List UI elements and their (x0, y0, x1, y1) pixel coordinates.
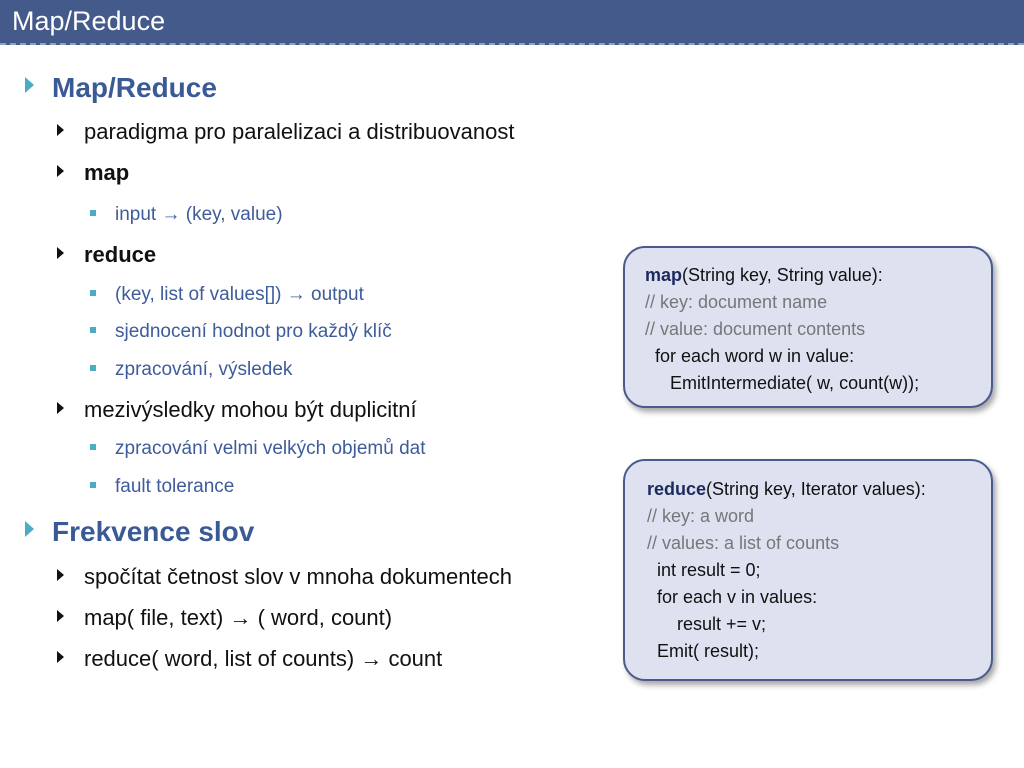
map-keyword: map (645, 265, 683, 285)
bullet-text: sjednocení hodnot pro každý klíč (115, 321, 392, 342)
bullet-text: Map/Reduce (52, 72, 217, 103)
triangle-bullet-icon (57, 651, 64, 663)
bullet-map-reduce (25, 72, 217, 104)
map-comment-value: // value: document contents (645, 319, 866, 339)
bullet-word-frequency (25, 516, 254, 548)
bullet-text: reduce( word, list of counts) → count (84, 646, 443, 671)
reduce-init-line: int result = 0; (647, 560, 761, 580)
reduce-comment-key: // key: a word (647, 506, 755, 526)
bullet-map-signature (57, 605, 392, 631)
bullet-intermediate (57, 397, 417, 423)
bullet-text: Frekvence slov (52, 516, 255, 547)
reduce-comment-values: // values: a list of counts (647, 533, 840, 553)
bullet-text: spočítat četnost slov v mnoha dokumentech (84, 564, 513, 589)
reduce-code-signature (647, 476, 991, 503)
reduce-loop-line: for each v in values: (647, 587, 818, 607)
bullet-fault-tolerance (90, 476, 234, 498)
bullet-text: input → (key, value) (115, 204, 283, 225)
bullet-reduce-input (90, 284, 364, 306)
bullet-text: paradigma pro paralelizaci a distribuovanost (84, 119, 515, 144)
map-loop-line: for each word w in value: (645, 346, 855, 366)
triangle-bullet-icon (57, 247, 64, 259)
bullet-text: fault tolerance (115, 476, 235, 497)
triangle-bullet-icon (57, 165, 64, 177)
square-bullet-icon (90, 365, 96, 371)
triangle-bullet-icon (57, 569, 64, 581)
bullet-reduce-signature (57, 646, 442, 672)
triangle-bullet-icon (57, 402, 64, 414)
bullet-reduce-processing (90, 359, 292, 381)
reduce-emit-line: Emit( result); (647, 641, 760, 661)
map-code-signature (645, 262, 991, 289)
slide-title: Map/Reduce (12, 6, 166, 36)
triangle-bullet-icon (57, 610, 64, 622)
bullet-text: zpracování, výsledek (115, 359, 293, 380)
map-signature: (String key, String value): (682, 265, 883, 285)
reduce-signature: (String key, Iterator values): (706, 479, 926, 499)
bullet-text: (key, list of values[]) → output (115, 284, 364, 305)
triangle-bullet-icon (57, 124, 64, 136)
square-bullet-icon (90, 210, 96, 216)
square-bullet-icon (90, 482, 96, 488)
bullet-reduce-union (90, 321, 392, 343)
reduce-keyword: reduce (647, 479, 707, 499)
square-bullet-icon (90, 327, 96, 333)
map-comment-key: // key: document name (645, 292, 828, 312)
bullet-reduce (57, 242, 156, 268)
reduce-accumulate-line: result += v; (647, 614, 767, 634)
reduce-code-box (623, 459, 993, 681)
square-bullet-icon (90, 290, 96, 296)
square-bullet-icon (90, 444, 96, 450)
triangle-bullet-icon (25, 521, 34, 537)
map-emit-line: EmitIntermediate( w, count(w)); (645, 373, 920, 393)
bullet-map-input (90, 204, 283, 226)
triangle-bullet-icon (25, 77, 34, 93)
bullet-map (57, 160, 129, 186)
bullet-text: zpracování velmi velkých objemů dat (115, 438, 426, 459)
map-code-box (623, 246, 993, 408)
slide-title-bar (0, 0, 1024, 45)
bullet-text: mezivýsledky mohou být duplicitní (84, 397, 417, 422)
bullet-big-data (90, 438, 425, 460)
bullet-text: map( file, text) → ( word, count) (84, 605, 393, 630)
bullet-count-words (57, 564, 512, 590)
bullet-text: reduce (84, 242, 157, 267)
bullet-paradigm (57, 119, 514, 145)
bullet-text: map (84, 160, 130, 185)
